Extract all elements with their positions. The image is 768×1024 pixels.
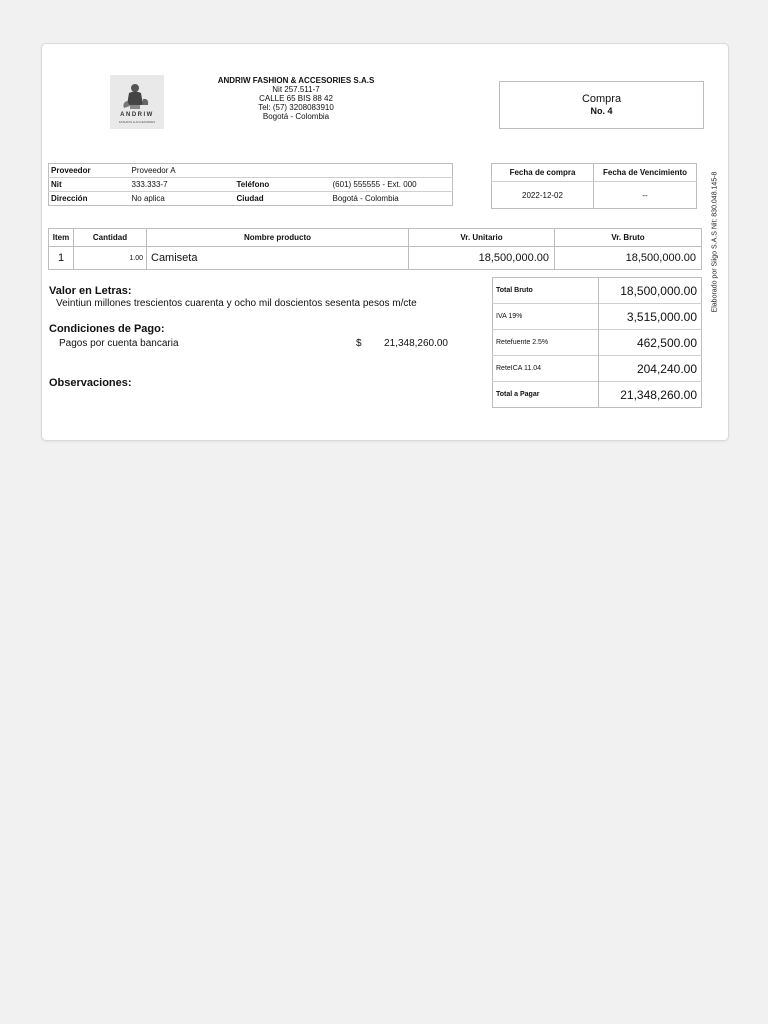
total-to-pay-label: Total a Pagar — [493, 382, 599, 408]
col-header-product: Nombre producto — [147, 229, 409, 247]
document-type-box — [499, 81, 704, 129]
table-row — [493, 382, 702, 408]
observations-title: Observaciones: — [49, 377, 132, 389]
company-header — [192, 76, 400, 121]
total-gross-value: 18,500,000.00 — [599, 278, 702, 304]
address-value: No aplica — [130, 192, 235, 206]
document-number: No. 4 — [590, 106, 613, 116]
logo-wordmark: ANDRIW — [120, 112, 154, 118]
phone-label: Teléfono — [235, 178, 331, 192]
payment-currency: $ — [356, 338, 362, 349]
table-row — [493, 356, 702, 382]
logo-subtext: FASHION & ACCESORIES — [118, 120, 156, 124]
provider-label: Proveedor — [51, 166, 91, 175]
company-logo — [110, 75, 164, 129]
phone-value: (601) 555555 - Ext. 000 — [331, 178, 453, 192]
table-row — [493, 278, 702, 304]
due-date-label: Fecha de Vencimiento — [594, 164, 697, 182]
company-nit: Nit 257.511-7 — [272, 85, 320, 94]
item-name: Camiseta — [147, 247, 409, 270]
city-label: Ciudad — [235, 192, 331, 206]
city-value: Bogotá - Colombia — [331, 192, 453, 206]
company-phone: Tel: (57) 3208083910 — [258, 103, 334, 112]
total-to-pay-value: 21,348,260.00 — [599, 382, 702, 408]
vertical-footer — [710, 166, 719, 318]
totals-table — [492, 277, 702, 408]
address-label: Dirección — [49, 192, 130, 206]
company-city: Bogotá - Colombia — [262, 112, 330, 121]
item-unit-value: 18,500,000.00 — [409, 247, 555, 270]
provider-value: Proveedor A — [131, 166, 176, 175]
table-row — [493, 330, 702, 356]
vertical-footer-text: Elaborado por Siigo S.A.S Nit: 830.048.145-8 — [711, 171, 718, 313]
item-number: 1 — [57, 252, 65, 264]
payment-title: Condiciones de Pago: — [49, 323, 165, 335]
col-header-unit-value: Vr. Unitario — [409, 229, 555, 247]
nit-value: 333.333-7 — [130, 178, 235, 192]
col-header-qty: Cantidad — [74, 229, 147, 247]
purchase-date-label: Fecha de compra — [492, 164, 594, 182]
amount-words-text: Veintiun millones trescientos cuarenta y ocho mil doscientos sesenta pesos m/cte — [56, 298, 417, 309]
dates-table — [491, 163, 697, 209]
payment-method: Pagos por cuenta bancaria — [59, 338, 179, 349]
reteica-value: 204,240.00 — [599, 356, 702, 382]
document-type: Compra — [581, 93, 622, 105]
amount-words-title: Valor en Letras: — [49, 285, 132, 297]
table-row — [49, 247, 702, 270]
item-gross-value: 18,500,000.00 — [555, 247, 702, 270]
purchase-date-value: 2022-12-02 — [522, 190, 563, 200]
nit-label: Nit — [49, 178, 130, 192]
col-header-item: Item — [49, 229, 74, 247]
col-header-gross-value: Vr. Bruto — [555, 229, 702, 247]
payment-amount: 21,348,260.00 — [384, 338, 448, 349]
table-row — [493, 304, 702, 330]
company-address: CALLE 65 BIS 88 42 — [259, 94, 333, 103]
retefuente-label: Retefuente 2.5% — [493, 330, 599, 356]
provider-table — [48, 163, 453, 206]
iva-label: IVA 19% — [493, 304, 599, 330]
items-table — [48, 228, 702, 270]
item-quantity: 1.00 — [74, 247, 147, 270]
reteica-label: ReteICA 11.04 — [493, 356, 599, 382]
retefuente-value: 462,500.00 — [599, 330, 702, 356]
due-date-value: -- — [594, 182, 697, 209]
iva-value: 3,515,000.00 — [599, 304, 702, 330]
total-gross-label: Total Bruto — [496, 287, 533, 294]
company-name: ANDRIW FASHION & ACCESORIES S.A.S — [217, 76, 375, 85]
purchase-document — [41, 43, 729, 441]
